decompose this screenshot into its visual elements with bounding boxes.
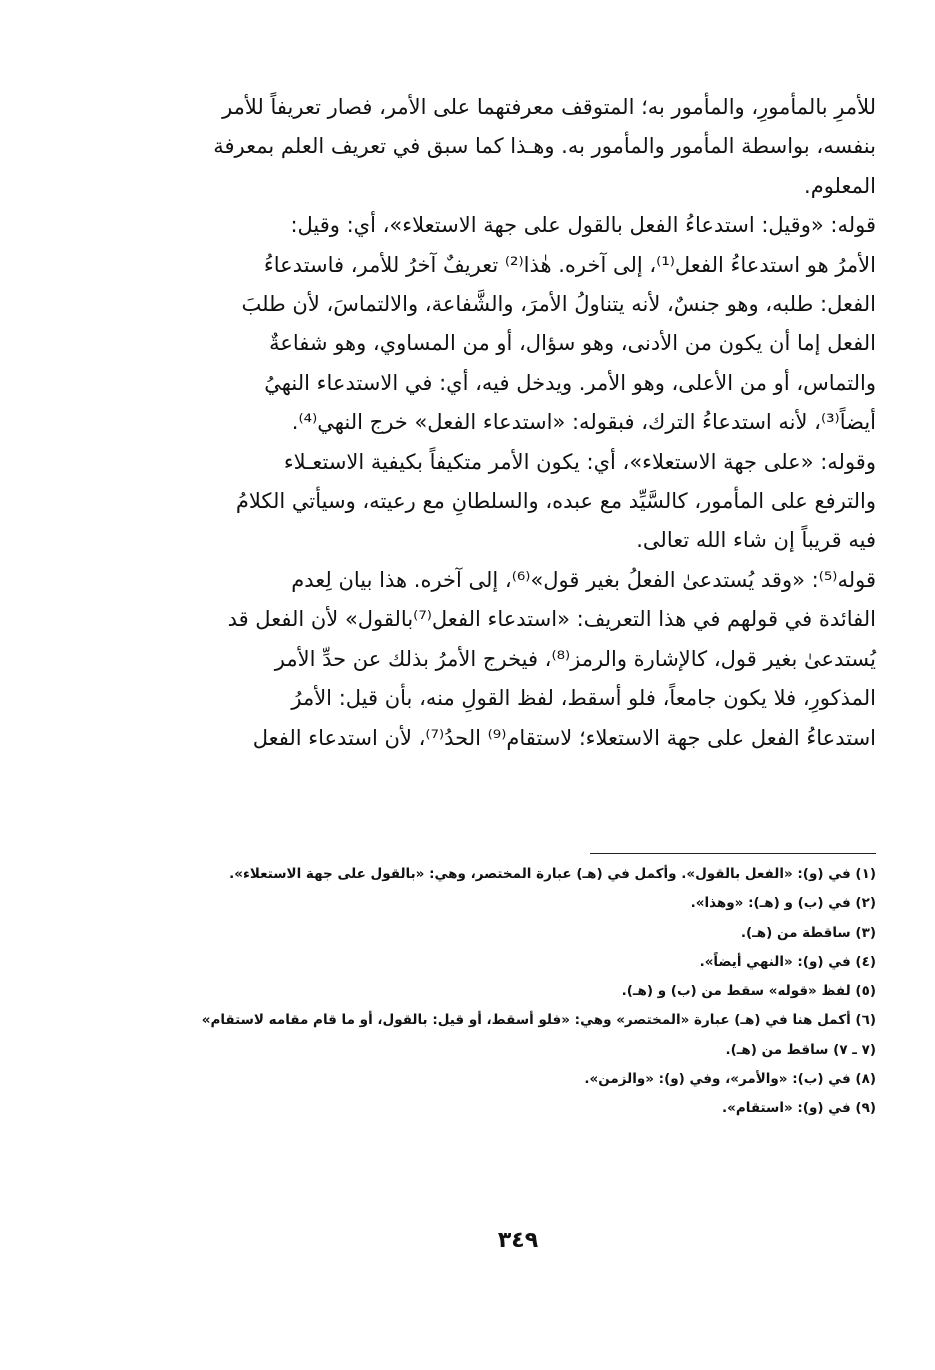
paragraph-4 bbox=[160, 561, 876, 758]
footnote-8: (٨) في (ب): «والأمر»، وفي (و): «والزمن». bbox=[584, 1071, 876, 1088]
footnote-4: (٤) في (و): «النهي أيضاً». bbox=[699, 953, 876, 970]
paragraph-1 bbox=[160, 88, 876, 206]
text-line: والترفع على المأمور، كالسَّيِّد مع عبده، والسلطانِ مع رعيته، وسيأتي الكلامُ bbox=[235, 489, 876, 514]
text-line: قوله: «وقيل: استدعاءُ الفعل بالقول على جهة الاستعلاء»، أي: وقيل: bbox=[290, 213, 876, 238]
text-line: بنفسه، بواسطة المأمور والمأمور به. وهـذا كما سبق في تعريف العلم بمعرفة bbox=[213, 134, 876, 159]
text-line: قوله⁽⁵⁾: «وقد يُستدعىٰ الفعلُ بغير قول»⁽⁶⁾، إلى آخره. هذا بيان لِعدم bbox=[291, 567, 876, 592]
text-line: المذكورِ، فلا يكون جامعاً، فلو أسقط، لفظ القولِ منه، بأن قيل: الأمرُ bbox=[291, 686, 876, 711]
text-line: استدعاءُ الفعل على جهة الاستعلاء؛ لاستقام⁽⁹⁾ الحدُ⁽⁷⁾، لأن استدعاء الفعل bbox=[252, 725, 876, 750]
footnote-2: (٢) في (ب) و (هـ): «وهذا». bbox=[690, 895, 876, 912]
text-line: الأمرُ هو استدعاءُ الفعل⁽¹⁾، إلى آخره. هٰذا⁽²⁾ تعريفٌ آخرُ للأمر، فاستدعاءُ bbox=[263, 252, 876, 277]
footnote-5: (٥) لفظ «قوله» سقط من (ب) و (هـ). bbox=[621, 983, 876, 1000]
text-line: الفعل: طلبه، وهو جنسٌ، لأنه يتناولُ الأمرَ، والشَّفاعة، والالتماسَ، لأن طلبَ bbox=[241, 292, 876, 317]
footnotes-list bbox=[160, 860, 876, 1124]
main-text bbox=[160, 88, 876, 758]
text-line: للأمرِ بالمأمورِ، والمأمور به؛ المتوقف معرفتهما على الأمر، فصار تعريفاً للأمر bbox=[222, 95, 876, 119]
text-line: يُستدعىٰ بغير قول، كالإشارة والرمز⁽⁸⁾، فيخرج الأمرُ بذلك عن حدِّ الأمر bbox=[274, 646, 876, 671]
text-line: والتماس، أو من الأعلى، وهو الأمر. ويدخل فيه، أي: في الاستدعاء النهيُ bbox=[264, 370, 876, 395]
text-line: الفائدة في قولهم في هذا التعريف: «استدعاء الفعل⁽⁷⁾بالقول» لأن الفعل قد bbox=[227, 607, 876, 632]
footnote-divider bbox=[590, 853, 876, 854]
page-number: ٣٤٩ bbox=[497, 1228, 539, 1253]
footnote-3: (٣) ساقطة من (هـ). bbox=[740, 924, 876, 941]
book-page bbox=[160, 88, 876, 1288]
footnote-1: (١) في (و): «الفعل بالقول». وأكمل في (هـ) عبارة المختصر، وهي: «بالقول على جهة الاستعلاء». bbox=[229, 866, 876, 882]
text-line: المعلوم. bbox=[804, 173, 876, 198]
footnote-9: (٩) في (و): «استقام». bbox=[722, 1100, 876, 1117]
text-line: الفعل إما أن يكون من الأدنى، وهو سؤال، أو من المساوي، وهو شفاعةٌ bbox=[269, 331, 876, 356]
text-line: فيه قريباً إن شاء الله تعالى. bbox=[636, 528, 876, 553]
text-line: أيضاً⁽³⁾، لأنه استدعاءُ الترك، فبقوله: «استدعاء الفعل» خرج النهي⁽⁴⁾. bbox=[291, 410, 876, 435]
footnote-6: (٦) أكمل هنا في (هـ) عبارة «المختصر» وهي: «فلو أسقط، أو قيل: بالقول، أو ما قام مقامه لاستقام» bbox=[201, 1012, 876, 1029]
text-line: وقوله: «على جهة الاستعلاء»، أي: يكون الأمر متكيفاً بكيفية الاستعـلاء bbox=[283, 449, 876, 474]
paragraph-3 bbox=[160, 443, 876, 561]
paragraph-2 bbox=[160, 206, 876, 442]
footnote-7: (٧ ـ ٧) ساقط من (هـ). bbox=[725, 1041, 876, 1058]
